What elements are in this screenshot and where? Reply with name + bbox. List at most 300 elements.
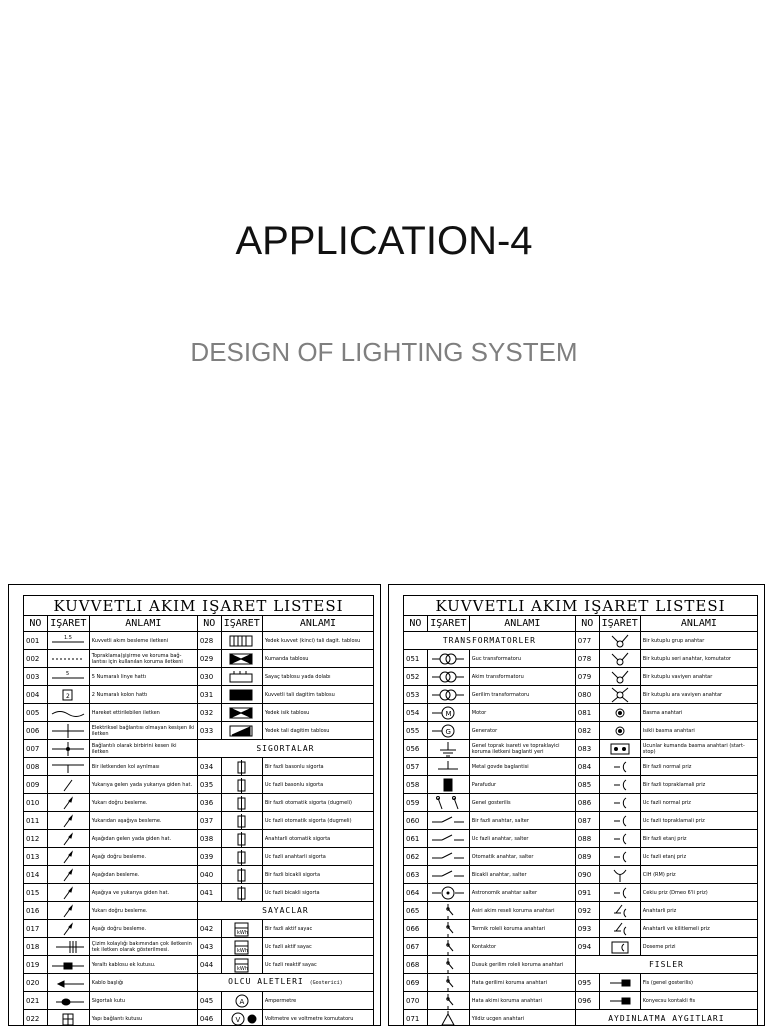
- fuse-icon: [224, 777, 260, 793]
- table-row: [24, 740, 374, 758]
- slash-arrow-icon: [50, 795, 86, 811]
- table-row: [24, 866, 374, 884]
- header-anlami: ANLAMI: [262, 616, 373, 632]
- meter-box-icon: [224, 669, 260, 685]
- symbol-number: 004: [24, 686, 48, 704]
- symbol-number: 034: [197, 758, 221, 776]
- symbol-meaning: Bir fazli basonlu sigorta: [262, 758, 373, 776]
- symbol-meaning: Aşağıdan besleme.: [89, 866, 197, 884]
- socket-icon: [602, 831, 638, 847]
- symbol-meaning: Sayaç tablosu yada dolabı: [262, 668, 373, 686]
- symbol-glyph: [221, 776, 262, 794]
- table-row: [404, 974, 758, 992]
- symbol-glyph: [221, 722, 262, 740]
- table-row: [24, 668, 374, 686]
- symbol-meaning: Bir kutuplu ara vaviyen anahtar: [640, 686, 757, 704]
- lamp-switch-icon: [430, 795, 466, 811]
- symbol-glyph: [47, 884, 89, 902]
- symbol-meaning: Topraklama(şişirme ve koruma bağ-lantısı için kullanılan koruma iletkeni: [89, 650, 197, 668]
- svg-text:M: M: [446, 710, 452, 718]
- symbol-number: 014: [24, 866, 48, 884]
- header-no: NO: [197, 616, 221, 632]
- symbol-meaning: Ucunlar kumanda basma anahtari (start-stop): [640, 740, 757, 758]
- fuse-icon: [224, 759, 260, 775]
- symbol-glyph: [599, 740, 640, 758]
- socket-icon: [602, 777, 638, 793]
- symbol-glyph: [427, 974, 469, 992]
- section-title: AYDINLATMA AYGITLARI: [608, 1014, 724, 1023]
- symbol-glyph: [599, 632, 640, 650]
- symbol-meaning: Yukarı doğru besleme.: [89, 902, 197, 920]
- symbol-number: 059: [404, 794, 428, 812]
- symbol-glyph: [221, 848, 262, 866]
- table-row: [24, 632, 374, 650]
- symbol-number: 088: [575, 830, 599, 848]
- symbol-glyph: [599, 866, 640, 884]
- table-row: [24, 902, 374, 920]
- table-row: [404, 938, 758, 956]
- svg-text:kWh: kWh: [237, 930, 248, 936]
- symbol-glyph: [599, 686, 640, 704]
- symbol-glyph: [599, 668, 640, 686]
- symbol-glyph: [47, 668, 89, 686]
- symbol-meaning: Bir fazli otomatik sigorta (dugmeli): [262, 794, 373, 812]
- symbol-glyph: [47, 992, 89, 1010]
- table-header-row: [24, 616, 374, 632]
- socket-icon: [602, 795, 638, 811]
- table-row: [404, 830, 758, 848]
- symbol-meaning: Yukarıya gelen yada yukarıya giden hat.: [89, 776, 197, 794]
- symbol-number: 022: [24, 1010, 48, 1026]
- symbol-meaning: Motor: [469, 704, 575, 722]
- dashed-line-icon: [50, 651, 86, 667]
- fuse-icon: [224, 849, 260, 865]
- symbol-number: 001: [24, 632, 48, 650]
- svg-text:A: A: [239, 998, 244, 1006]
- symbol-number: 089: [575, 848, 599, 866]
- header-isaret: IŞARET: [47, 616, 89, 632]
- symbol-glyph: [221, 650, 262, 668]
- cross-line-icon: [50, 723, 86, 739]
- symbol-glyph: [47, 722, 89, 740]
- socket-icon: [602, 885, 638, 901]
- symbol-meaning: Doseme prizi: [640, 938, 757, 956]
- table-header-row: [404, 616, 758, 632]
- symbol-glyph: [599, 974, 640, 992]
- slash-arrow-icon: [50, 813, 86, 829]
- table-row: [24, 686, 374, 704]
- symbol-glyph: [599, 830, 640, 848]
- symbol-meaning: Bicakli anahtar, salter: [469, 866, 575, 884]
- section-header: [404, 632, 576, 650]
- symbol-number: 015: [24, 884, 48, 902]
- symbol-number: 095: [575, 974, 599, 992]
- symbol-number: 078: [575, 650, 599, 668]
- table-row: [404, 704, 758, 722]
- symbol-sheet-right: [388, 584, 765, 1026]
- symbol-glyph: [427, 848, 469, 866]
- table-row: [24, 956, 374, 974]
- slash-arrow-icon: [50, 831, 86, 847]
- box-socket-icon: [602, 939, 638, 955]
- symbol-meaning: Fis (genel gosterilis): [640, 974, 757, 992]
- symbol-number: 039: [197, 848, 221, 866]
- symbol-number: 065: [404, 902, 428, 920]
- symbol-glyph: [599, 884, 640, 902]
- table-row: [404, 992, 758, 1010]
- symbol-number: 046: [197, 1010, 221, 1026]
- symbol-meaning: Uc fazli anahtar, salter: [469, 830, 575, 848]
- symbol-glyph: [427, 956, 469, 974]
- symbol-number: 068: [404, 956, 428, 974]
- symbol-meaning: Bir fazli normal priz: [640, 758, 757, 776]
- astro-icon: [430, 885, 466, 901]
- header-anlami: ANLAMI: [89, 616, 197, 632]
- symbol-number: 069: [404, 974, 428, 992]
- symbol-glyph: [427, 830, 469, 848]
- symbol-meaning: Bir kutuplu vaviyen anahtar: [640, 668, 757, 686]
- arrow-line-icon: [50, 975, 86, 991]
- table-row: [24, 974, 374, 992]
- symbol-number: 016: [24, 902, 48, 920]
- table-row: [404, 776, 758, 794]
- table-row: [24, 776, 374, 794]
- symbol-number: 040: [197, 866, 221, 884]
- transformer-icon: [430, 687, 466, 703]
- symbol-glyph: [47, 686, 89, 704]
- circle-a-icon: [224, 993, 260, 1009]
- symbol-meaning: Kablo başlığı: [89, 974, 197, 992]
- box-line-icon: [50, 957, 86, 973]
- symbol-number: 092: [575, 902, 599, 920]
- symbol-number: 012: [24, 830, 48, 848]
- symbol-glyph: [221, 956, 262, 974]
- symbol-meaning: Uc fazli aktif sayac: [262, 938, 373, 956]
- section-header: [197, 974, 373, 992]
- slide-subtitle: DESIGN OF LIGHTING SYSTEM: [0, 334, 768, 370]
- symbol-number: 013: [24, 848, 48, 866]
- breaker-icon: [430, 975, 466, 991]
- symbol-glyph: [47, 920, 89, 938]
- symbol-meaning: Elektriksel bağlantısı olmayan kesişen iki iletken: [89, 722, 197, 740]
- symbol-glyph: [427, 776, 469, 794]
- table-row: [404, 668, 758, 686]
- symbol-number: 041: [197, 884, 221, 902]
- slash-arrow-icon: [50, 867, 86, 883]
- switch-socket-icon: [602, 921, 638, 937]
- symbol-meaning: Metal govde baglantisi: [469, 758, 575, 776]
- symbol-meaning: Kuvvetli akım besleme iletkeni: [89, 632, 197, 650]
- symbol-number: 010: [24, 794, 48, 812]
- symbol-glyph: [47, 758, 89, 776]
- symbol-glyph: [47, 632, 89, 650]
- symbol-glyph: [599, 758, 640, 776]
- section-note: (Gosterici): [310, 980, 343, 986]
- symbol-glyph: [427, 686, 469, 704]
- tee-line-icon: [50, 741, 86, 757]
- meter-icon: [224, 957, 260, 973]
- fuse-icon: [224, 795, 260, 811]
- breaker-icon: [430, 903, 466, 919]
- symbol-number: 061: [404, 830, 428, 848]
- section-title: TRANSFORMATORLER: [443, 636, 536, 645]
- switch-socket-icon: [602, 903, 638, 919]
- symbol-meaning: Otomatik anahtar, salter: [469, 848, 575, 866]
- symbol-number: 002: [24, 650, 48, 668]
- motor-icon: [430, 705, 466, 721]
- symbol-meaning: Astronomik anahtar salter: [469, 884, 575, 902]
- symbol-meaning: Anahtarli priz: [640, 902, 757, 920]
- slash-arrow-icon: [50, 921, 86, 937]
- symbol-number: 094: [575, 938, 599, 956]
- header-isaret: IŞARET: [427, 616, 469, 632]
- symbol-glyph: [599, 938, 640, 956]
- symbol-meaning: Bağlantılı olarak birbirini kesen iki iletken: [89, 740, 197, 758]
- breaker-icon: [430, 993, 466, 1009]
- plug-icon: [602, 975, 638, 991]
- symbol-glyph: [221, 920, 262, 938]
- table-row: [404, 884, 758, 902]
- breaker-icon: [430, 921, 466, 937]
- symbol-number: 038: [197, 830, 221, 848]
- symbol-meaning: Konyecsu kontakli fis: [640, 992, 757, 1010]
- table-row: [404, 920, 758, 938]
- symbol-meaning: Bir kutuplu grup anahtar: [640, 632, 757, 650]
- table-row: [24, 830, 374, 848]
- plug-icon: [602, 993, 638, 1009]
- symbol-glyph: [47, 974, 89, 992]
- symbol-meaning: Yeraltı kablosu ek kutusu.: [89, 956, 197, 974]
- symbol-number: 006: [24, 722, 48, 740]
- symbol-meaning: Kumanda tablosu: [262, 650, 373, 668]
- table-row: [404, 956, 758, 974]
- switch-y-icon: [602, 651, 638, 667]
- symbol-meaning: Bir fazli topraklamali priz: [640, 776, 757, 794]
- symbol-meaning: Yedek kuvvet (kinci) tali dagit. tablosu: [262, 632, 373, 650]
- header-no: NO: [404, 616, 428, 632]
- symbol-number: 067: [404, 938, 428, 956]
- symbol-meaning: Generator: [469, 722, 575, 740]
- symbol-meaning: Uc fazli topraklamali priz: [640, 812, 757, 830]
- symbol-number: 086: [575, 794, 599, 812]
- symbol-meaning: Yapı bağlantı kutusu: [89, 1010, 197, 1026]
- symbol-glyph: [427, 812, 469, 830]
- symbol-sheet-left: [8, 584, 381, 1026]
- symbol-glyph: [427, 650, 469, 668]
- symbol-table: [23, 615, 374, 1026]
- table-row: [24, 794, 374, 812]
- symbol-meaning: Gerilim transformatoru: [469, 686, 575, 704]
- fuse-icon: [224, 813, 260, 829]
- switch-y-icon: [602, 669, 638, 685]
- section-header: [197, 740, 373, 758]
- symbol-glyph: [599, 704, 640, 722]
- symbol-meaning: Bir fazli anahtar, salter: [469, 812, 575, 830]
- symbol-meaning: Kontaktor: [469, 938, 575, 956]
- slash-arrow-icon: [50, 849, 86, 865]
- symbol-number: 064: [404, 884, 428, 902]
- symbol-glyph: [427, 938, 469, 956]
- symbol-meaning: Hata akimi koruma anahtari: [469, 992, 575, 1010]
- symbol-glyph: [427, 866, 469, 884]
- symbol-glyph: [427, 758, 469, 776]
- symbol-meaning: Aşağı doğru besleme.: [89, 920, 197, 938]
- symbol-meaning: Uc fazli reaktif sayac: [262, 956, 373, 974]
- filled-tall-icon: [430, 777, 466, 793]
- symbol-meaning: 2 Numaralı kolon hattı: [89, 686, 197, 704]
- symbol-glyph: [221, 668, 262, 686]
- symbol-number: 056: [404, 740, 428, 758]
- slash-arrow-icon: [50, 885, 86, 901]
- table-row: [404, 632, 758, 650]
- symbol-glyph: [47, 794, 89, 812]
- switch-y-icon: [602, 633, 638, 649]
- symbol-table: [403, 615, 758, 1026]
- table-row: [404, 866, 758, 884]
- symbol-glyph: [599, 992, 640, 1010]
- symbol-meaning: Anahtarli ve kilitlemeli priz: [640, 920, 757, 938]
- symbol-number: 051: [404, 650, 428, 668]
- socket-icon: [602, 759, 638, 775]
- meter-icon: [224, 939, 260, 955]
- symbol-number: 035: [197, 776, 221, 794]
- symbol-number: 093: [575, 920, 599, 938]
- symbol-number: 042: [197, 920, 221, 938]
- symbol-meaning: Çizim kolaylığı bakımından çok iletkenin tek iletken olarak gösterilmesi.: [89, 938, 197, 956]
- svg-text:2: 2: [66, 693, 70, 700]
- symbol-meaning: Bir fazli etanj priz: [640, 830, 757, 848]
- section-header: [197, 902, 373, 920]
- table-row: [24, 704, 374, 722]
- transformer-icon: [430, 669, 466, 685]
- symbol-glyph: [599, 920, 640, 938]
- symbol-number: 003: [24, 668, 48, 686]
- symbol-number: 007: [24, 740, 48, 758]
- symbol-glyph: [47, 866, 89, 884]
- symbol-meaning: Kuvvetli tali dagitim tablosu: [262, 686, 373, 704]
- numbered-box-icon: [50, 687, 86, 703]
- symbol-glyph: [47, 776, 89, 794]
- symbol-glyph: [221, 938, 262, 956]
- ground-bar-icon: [430, 759, 466, 775]
- symbol-number: 062: [404, 848, 428, 866]
- symbol-meaning: Aşağıdan gelen yada giden hat.: [89, 830, 197, 848]
- table-row: [24, 884, 374, 902]
- switch-line-icon: [430, 831, 466, 847]
- symbol-meaning: Yedek tali dagitim tablosu: [262, 722, 373, 740]
- symbol-glyph: [427, 704, 469, 722]
- symbol-meaning: Akim transformatoru: [469, 668, 575, 686]
- fuse-icon: [224, 885, 260, 901]
- symbol-meaning: Yukarı doğru besleme.: [89, 794, 197, 812]
- ramp-box-icon: [224, 723, 260, 739]
- breaker-icon: [430, 939, 466, 955]
- symbol-number: 058: [404, 776, 428, 794]
- symbol-glyph: [221, 686, 262, 704]
- symbol-number: 028: [197, 632, 221, 650]
- symbol-number: 079: [575, 668, 599, 686]
- svg-text:kWh: kWh: [237, 948, 248, 954]
- symbol-glyph: [427, 722, 469, 740]
- symbol-meaning: Hareket ettirilebilen iletken: [89, 704, 197, 722]
- symbol-number: 096: [575, 992, 599, 1010]
- symbol-glyph: [221, 866, 262, 884]
- table-row: [404, 902, 758, 920]
- symbol-meaning: Ampermetre: [262, 992, 373, 1010]
- transformer-icon: [430, 651, 466, 667]
- header-isaret: IŞARET: [599, 616, 640, 632]
- symbol-meaning: Voltmetre ve voltmetre komutatoru: [262, 1010, 373, 1026]
- symbol-number: 011: [24, 812, 48, 830]
- symbol-number: 053: [404, 686, 428, 704]
- symbol-meaning: Dusuk gerilim roleli koruma anahtari: [469, 956, 575, 974]
- symbol-meaning: Hata gerilimi koruma anahtari: [469, 974, 575, 992]
- circle-line-icon: [50, 993, 86, 1009]
- symbol-meaning: Aşağı doğru besleme.: [89, 848, 197, 866]
- table-row: [404, 650, 758, 668]
- symbol-glyph: [47, 848, 89, 866]
- symbol-glyph: [47, 740, 89, 758]
- ground-icon: [430, 741, 466, 757]
- dot-circle-icon: [602, 705, 638, 721]
- svg-text:G: G: [446, 728, 451, 736]
- svg-text:1.5: 1.5: [64, 635, 72, 641]
- symbol-meaning: Asiri akim reseli koruma anahtari: [469, 902, 575, 920]
- symbol-meaning: Anahtarli otomatik sigorta: [262, 830, 373, 848]
- symbol-number: 071: [404, 1010, 428, 1026]
- symbol-number: 009: [24, 776, 48, 794]
- switch-line-icon: [430, 849, 466, 865]
- table-row: [404, 740, 758, 758]
- symbol-number: 052: [404, 668, 428, 686]
- line-label-icon: [50, 633, 86, 649]
- symbol-meaning: Uc fazli etanj priz: [640, 848, 757, 866]
- symbol-meaning: Bir fazli bicakli sigorta: [262, 866, 373, 884]
- section-title: SIGORTALAR: [256, 744, 314, 753]
- symbol-glyph: [427, 902, 469, 920]
- symbol-meaning: CIH (RM) priz: [640, 866, 757, 884]
- symbol-meaning: Uc fazli basonlu sigorta: [262, 776, 373, 794]
- bowtie-box-icon: [224, 705, 260, 721]
- dot-box-icon: [602, 741, 638, 757]
- symbol-meaning: Isikli basma anahtari: [640, 722, 757, 740]
- symbol-glyph: [599, 812, 640, 830]
- symbol-meaning: Bir fazli aktif sayac: [262, 920, 373, 938]
- table-row: [404, 722, 758, 740]
- section-title: OLCU ALETLERI: [228, 977, 304, 986]
- table-row: [404, 758, 758, 776]
- symbol-number: 037: [197, 812, 221, 830]
- slash-arrow-icon: [50, 903, 86, 919]
- table-row: [24, 812, 374, 830]
- symbol-meaning: Genel gosterilis: [469, 794, 575, 812]
- symbol-meaning: Yildiz ucgen anahtari: [469, 1010, 575, 1026]
- symbol-number: 044: [197, 956, 221, 974]
- table-row: [404, 848, 758, 866]
- symbol-number: 019: [24, 956, 48, 974]
- down-arrow-icon: [50, 759, 86, 775]
- symbol-glyph: [221, 812, 262, 830]
- symbol-meaning: Genel toprak isareti ve topraklayici koruma iletkeni baglanti yeri: [469, 740, 575, 758]
- section-title: FISLER: [649, 960, 684, 969]
- symbol-meaning: Bir iletkenden kol ayrılması: [89, 758, 197, 776]
- symbol-number: 090: [575, 866, 599, 884]
- symbol-number: 087: [575, 812, 599, 830]
- table-row: [404, 794, 758, 812]
- svg-text:5: 5: [66, 671, 69, 677]
- table-row: [24, 848, 374, 866]
- symbol-number: 021: [24, 992, 48, 1010]
